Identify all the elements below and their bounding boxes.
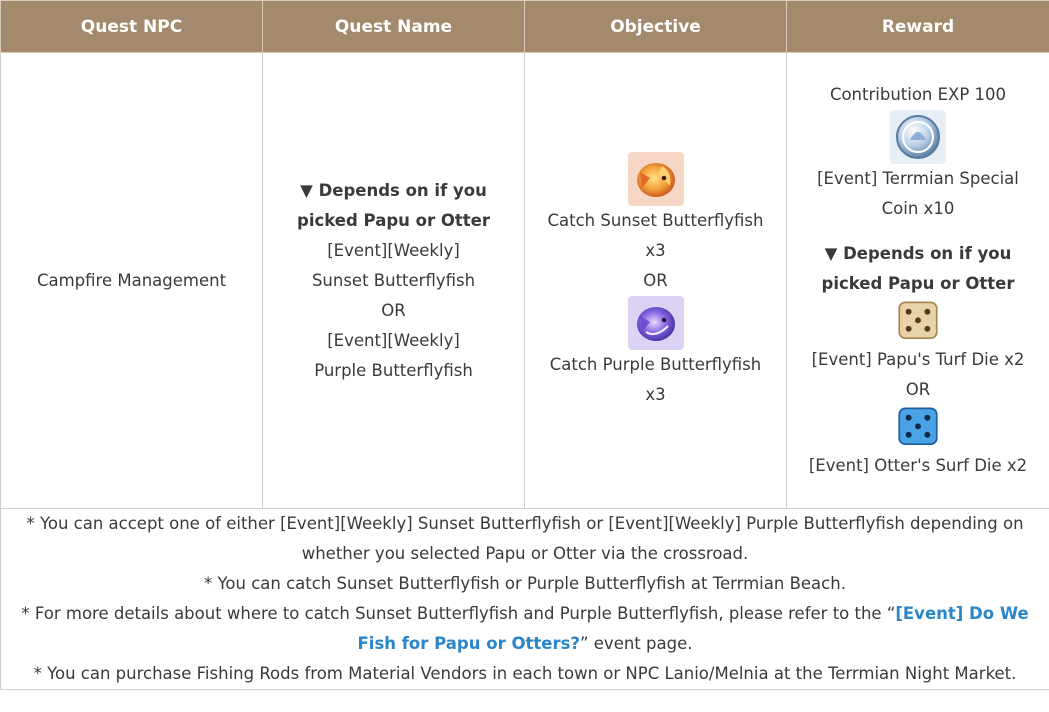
quest-purple-line1: [Event][Weekly] [327, 330, 460, 350]
papu-turf-die-icon [890, 299, 946, 345]
purple-butterflyfish-icon [628, 296, 684, 350]
reward-or: OR [905, 380, 931, 399]
reward-coin-line2: Coin x10 [881, 199, 955, 218]
reward-papu-die: [Event] Papu's Turf Die x2 [811, 350, 1025, 369]
event-page-link[interactable]: [Event] Do We Fish for Papu or Otters? [357, 604, 1029, 653]
objective-or: OR [643, 270, 668, 290]
quest-sunset-line2: Sunset Butterflyfish [311, 270, 476, 290]
header-row [1, 1, 1049, 53]
note-fishing-rods: * You can purchase Fishing Rods from Material Vendors in each town or NPC Lanio/Melnia at the Terrmian Night Market. [33, 664, 1017, 683]
note-details [5, 599, 1045, 659]
note-details-post: ” event page. [579, 634, 693, 653]
reward-spacer [791, 224, 1045, 239]
note-details-pre: * For more details about where to catch Sunset Butterflyfish and Purple Butterflyfish, please refer to the “ [21, 604, 896, 623]
reward-coin-line1: [Event] Terrmian Special [817, 169, 1019, 188]
quest-depends-line1: ▼ Depends on if you [300, 180, 487, 200]
objective-purple-line1: Catch Purple Butterflyfish [549, 354, 762, 374]
quest-depends-line2: picked Papu or Otter [297, 210, 490, 230]
note-catch-location: * You can catch Sunset Butterflyfish or Purple Butterflyfish at Terrmian Beach. [204, 574, 846, 593]
header-objective: Objective [525, 1, 787, 53]
quest-row [1, 53, 1049, 509]
quest-or: OR [381, 300, 406, 320]
reward-exp: Contribution EXP 100 [829, 85, 1007, 104]
notes-row [1, 509, 1049, 690]
reward-otter-die: [Event] Otter's Surf Die x2 [808, 456, 1028, 475]
terrmian-coin-icon [890, 110, 946, 164]
sunset-butterflyfish-icon [628, 152, 684, 206]
quest-purple-line2: Purple Butterflyfish [314, 360, 473, 380]
header-quest-name: Quest Name [263, 1, 525, 53]
objective-purple-line2: x3 [645, 384, 666, 404]
header-quest-npc: Quest NPC [1, 1, 263, 53]
note-accept: * You can accept one of either [Event][Weekly] Sunset Butterflyfish or [Event][Weekly] Purple Butterflyfish depending on whether you selected Papu or Otter via the crossroad. [26, 514, 1024, 563]
quest-npc-cell: Campfire Management [1, 53, 263, 509]
objective-cell [525, 53, 787, 509]
objective-sunset-line2: x3 [645, 240, 666, 260]
header-reward: Reward [787, 1, 1049, 53]
reward-cell [787, 53, 1049, 509]
notes-cell [1, 509, 1049, 690]
otter-surf-die-icon [890, 405, 946, 451]
quest-name-cell [263, 53, 525, 509]
reward-depends-line2: picked Papu or Otter [821, 274, 1015, 293]
objective-sunset-line1: Catch Sunset Butterflyfish [547, 210, 764, 230]
reward-depends-line1: ▼ Depends on if you [824, 244, 1012, 263]
quest-sunset-line1: [Event][Weekly] [327, 240, 460, 260]
